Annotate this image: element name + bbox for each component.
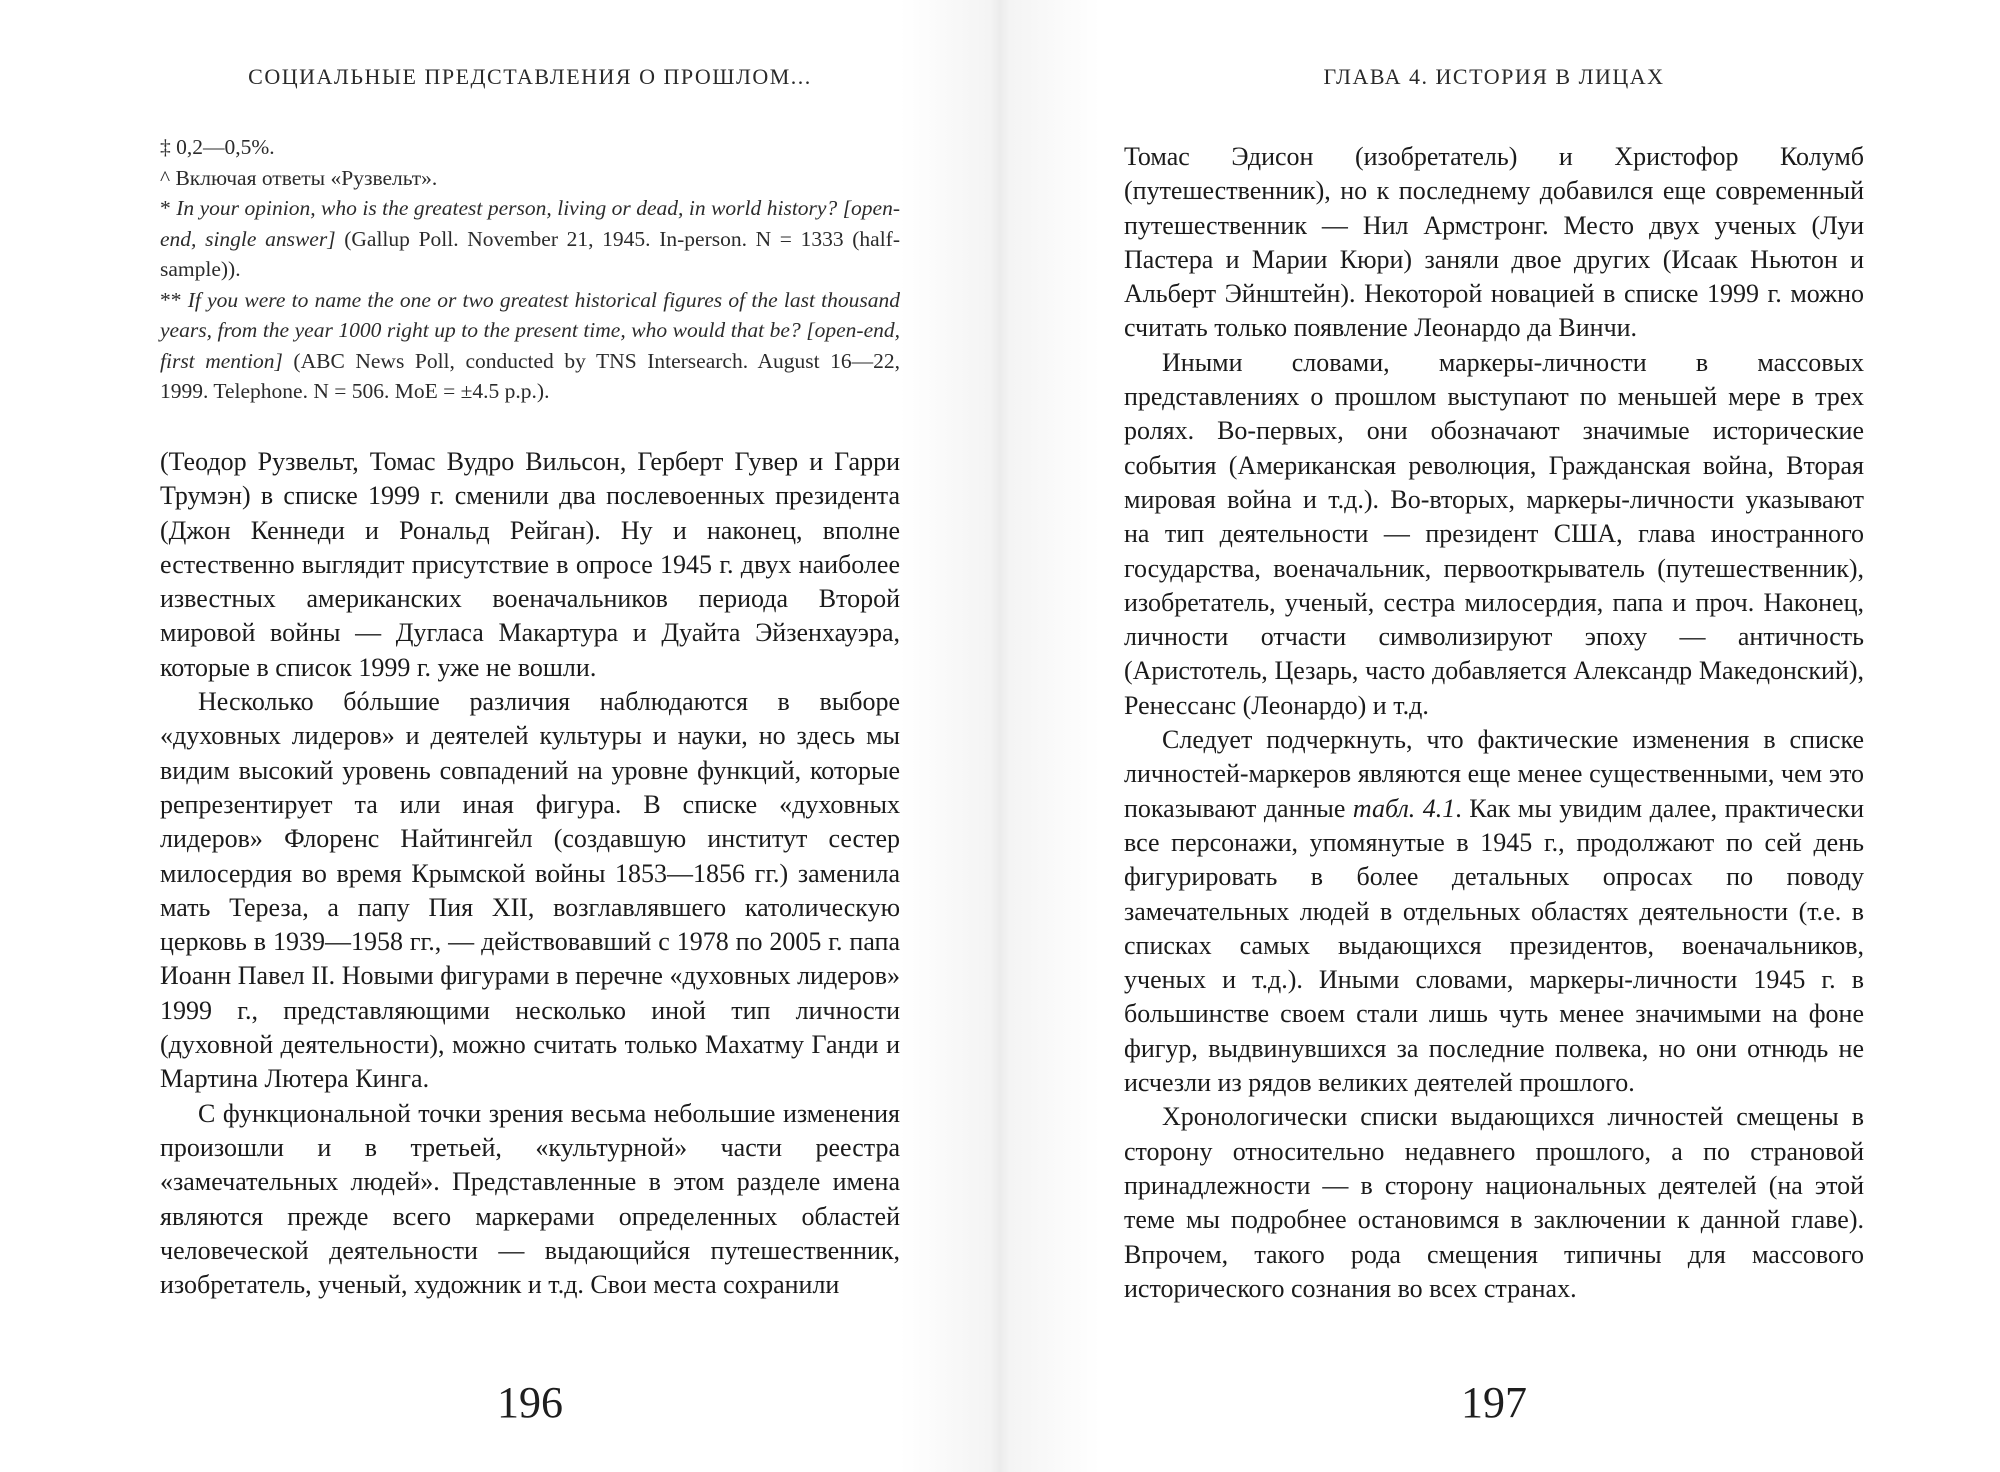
footnote-text: ^ Включая ответы «Рузвельт». — [160, 165, 438, 190]
page-number-right: 197 — [1461, 1378, 1527, 1427]
left-body-text — [160, 445, 900, 1302]
right-body-text — [1124, 140, 1864, 1306]
paragraph: Томас Эдисон (изобретатель) и Христофор Колумб (путешественник), но к последнему добавился еще современный путешественник — Нил Армстронг. Место двух ученых (Луи Пастера и Марии Кюри) заняли двое других (Исаак Ньютон и Альберт Эйнштейн). Некоторой новацией в списке 1999 г. можно считать только появление Леонардо да Винчи. — [1124, 142, 1864, 343]
running-head-right: ГЛАВА 4. ИСТОРИЯ В ЛИЦАХ — [1323, 64, 1665, 89]
footnote-text: ‡ 0,2—0,5%. — [160, 135, 275, 159]
right-page — [1124, 0, 1864, 1472]
footnote-double-dagger — [160, 132, 900, 163]
footnote-marker: ** — [160, 287, 188, 312]
footnote-caret — [160, 163, 900, 194]
paragraph: Иными словами, маркеры-личности в массовых представлениях о прошлом выступают по меньшей мере в трех ролях. Во-первых, они обозначают значимые исторические события (Американская революция, Гражданская война, Вторая мировая война и т.д.). Во-вторых, маркеры-личности указывают на тип деятельности — президент США, глава иностранного государства, военачальник, первооткрыватель (путешественник), изобретатель, ученый, сестра милосердия, папа и проч. Наконец, личности отчасти символизируют эпоху — античность (Аристотель, Цезарь, часто добавляется Александр Македонский), Ренессанс (Леонардо) и т.д. — [1124, 347, 1864, 720]
footnote-source: (Gallup Poll. November 21, 1945. In-person. N = 1333 (half-sample)). — [160, 226, 900, 281]
left-page — [160, 0, 900, 1472]
paragraph-text: . Как мы увидим далее, практически все персонажи, упомянутые в 1945 г., продолжают по сей день фигурировать в более детальных опросах по поводу замечательных людей в отдельных областях деятельности (т.е. в списках самых выдающихся президентов, военачальников, ученых и т.д.). Иными словами, маркеры-личности 1945 г. в большинстве своем стали лишь чуть менее значимыми на фоне фигур, выдвинувшихся за последние полвека, но они отнюдь не исчезли из рядов великих деятелей прошлого. — [1124, 793, 1864, 1098]
footnote-abc-poll — [160, 285, 900, 407]
running-head-left: СОЦИАЛЬНЫЕ ПРЕДСТАВЛЕНИЯ О ПРОШЛОМ... — [248, 64, 812, 89]
paragraph-text: Следует подчеркнуть, что фактические изменения в списке личностей-маркеров являются еще менее существенными, чем это показывают данные — [1124, 725, 1864, 823]
footnote-gallup-poll — [160, 193, 900, 285]
page-number-left: 196 — [497, 1378, 563, 1427]
footnote-marker: * — [160, 196, 177, 220]
paragraph: (Теодор Рузвельт, Томас Вудро Вильсон, Герберт Гувер и Гарри Трумэн) в списке 1999 г. сменили два послевоенных президента (Джон Кеннеди и Рональд Рейган). Ну и наконец, вполне естественно выглядит присутствие в опросе 1945 г. двух наиболее известных американских военачальников периода Второй мировой войны — Дугласа Макартура и Дуайта Эйзенхауэра, которые в список 1999 г. уже не вошли. — [160, 447, 900, 682]
paragraph: Несколько бóльшие различия наблюдаются в выборе «духовных лидеров» и деятелей культуры и науки, но здесь мы видим высокий уровень совпадений на уровне функций, которые репрезентирует та или иная фигура. В списке «духовных лидеров» Флоренс Найтингейл (создавшую институт сестер милосердия во время Крымской войны 1853—1856 гг.) заменила мать Тереза, а папу Пия XII, возглавлявшего католическую церковь в 1939—1958 гг., — действовавший с 1978 по 2005 г. папа Иоанн Павел II. Новыми фигурами в перечне «духовных лидеров» 1999 г., представляющими несколько иной тип личности (духовной деятельности), можно считать только Махатму Ганди и Мартина Лютера Кинга. — [160, 687, 900, 1094]
paragraph: С функциональной точки зрения весьма небольшие изменения произошли и в третьей, «культурной» части реестра «замечательных людей». Представленные в этом разделе имена являются прежде всего маркерами определенных областей человеческой деятельности — выдающийся путешественник, изобретатель, ученый, художник и т.д. Свои места сохранили — [160, 1098, 900, 1300]
footnote-question-italic: If you were to name the one or two greatest historical figures of the last thousand years, from the year 1000 right up to the present time, who would that be? [open-end, first mention] — [160, 287, 900, 373]
footnote-question-italic: In your opinion, who is the greatest person, living or dead, in world history? [open-end, single answer] — [160, 196, 901, 251]
paragraph — [1124, 723, 1864, 1100]
table-footnotes — [160, 132, 900, 407]
paragraph: Хронологически списки выдающихся личностей смещены в сторону относительно недавнего прошлого, а по страновой принадлежности — в сторону национальных деятелей (на этой теме мы подробнее остановимся в заключении к данной главе). Впрочем, такого рода смещения типичны для массового исторического сознания во всех странах. — [1124, 1102, 1864, 1303]
footnote-source: (ABC News Poll, conducted by TNS Intersearch. August 16—22, 1999. Telephone. N = 506. MoE = ±4.5 p.p.). — [160, 348, 900, 403]
table-reference: табл. 4.1 — [1352, 793, 1456, 823]
